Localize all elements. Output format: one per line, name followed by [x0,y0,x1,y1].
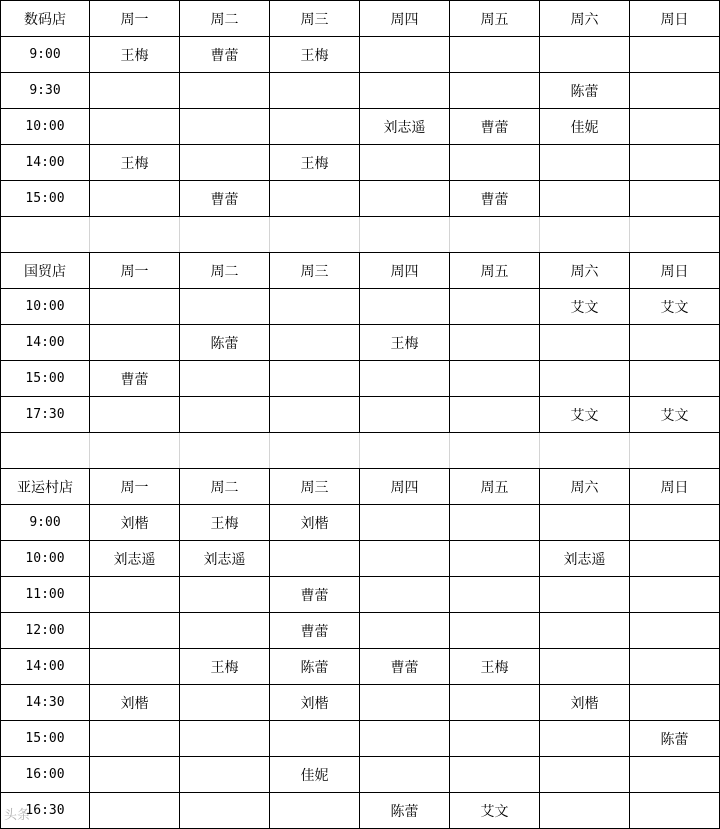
schedule-row [1,181,720,217]
schedule-row [1,757,720,793]
spacer-cell[interactable] [540,217,630,253]
spacer-cell[interactable] [180,217,270,253]
time-slot-cell[interactable]: 10:00 [1,289,90,325]
shift-cell[interactable] [90,649,180,685]
day-header-cell[interactable]: 周五 [450,253,540,289]
shift-cell[interactable] [180,289,270,325]
shift-cell[interactable] [450,37,540,73]
shift-cell[interactable] [90,325,180,361]
schedule-row [1,649,720,685]
shift-cell[interactable] [540,505,630,541]
shift-cell[interactable] [90,181,180,217]
shift-cell[interactable] [630,73,720,109]
time-slot-cell[interactable]: 14:00 [1,649,90,685]
shift-cell[interactable] [360,37,450,73]
shift-cell[interactable] [180,397,270,433]
shift-cell[interactable] [630,685,720,721]
shift-cell[interactable] [180,721,270,757]
day-header-cell[interactable]: 周日 [630,1,720,37]
shift-cell[interactable] [540,325,630,361]
time-slot-cell[interactable]: 15:00 [1,181,90,217]
shift-cell[interactable] [270,181,360,217]
shift-cell[interactable]: 刘志遥 [90,541,180,577]
shift-cell[interactable] [90,577,180,613]
schedule-row [1,289,720,325]
shift-cell[interactable] [360,289,450,325]
schedule-row [1,721,720,757]
shift-cell[interactable]: 佳妮 [270,757,360,793]
shift-cell[interactable]: 王梅 [180,505,270,541]
shift-cell[interactable]: 曹蕾 [360,649,450,685]
shift-cell[interactable]: 曹蕾 [270,613,360,649]
shift-cell[interactable]: 佳妮 [540,109,630,145]
shift-cell[interactable] [540,613,630,649]
shift-cell[interactable]: 王梅 [270,145,360,181]
shift-cell[interactable]: 曹蕾 [450,109,540,145]
shift-cell[interactable] [630,37,720,73]
schedule-row [1,145,720,181]
shift-cell[interactable] [270,109,360,145]
shift-cell[interactable] [270,325,360,361]
shift-cell[interactable] [450,289,540,325]
schedule-row [1,397,720,433]
time-slot-cell[interactable]: 10:00 [1,541,90,577]
spacer-cell[interactable] [180,433,270,469]
shift-cell[interactable] [90,289,180,325]
shift-cell[interactable] [540,145,630,181]
shift-cell[interactable]: 曹蕾 [450,181,540,217]
day-header-cell[interactable]: 周一 [90,253,180,289]
shift-cell[interactable] [360,721,450,757]
shift-cell[interactable] [180,757,270,793]
time-slot-cell[interactable]: 9:30 [1,73,90,109]
shift-cell[interactable]: 刘楷 [90,505,180,541]
shift-cell[interactable] [540,721,630,757]
section-header-row [1,469,720,505]
spacer-cell[interactable] [1,217,90,253]
shift-cell[interactable] [90,793,180,829]
shift-cell[interactable] [540,181,630,217]
shift-cell[interactable] [270,361,360,397]
spacer-cell[interactable] [90,217,180,253]
spacer-cell[interactable] [90,433,180,469]
section-header-row [1,253,720,289]
shift-cell[interactable]: 刘志遥 [540,541,630,577]
shift-cell[interactable] [630,541,720,577]
schedule-row [1,325,720,361]
shift-cell[interactable] [360,613,450,649]
store-name-cell[interactable]: 国贸店 [1,253,90,289]
shift-cell[interactable]: 王梅 [90,37,180,73]
shift-cell[interactable]: 艾文 [540,397,630,433]
shift-cell[interactable] [180,613,270,649]
time-slot-cell[interactable]: 14:00 [1,325,90,361]
time-slot-cell[interactable]: 12:00 [1,613,90,649]
spacer-cell[interactable] [270,433,360,469]
store-name-cell[interactable]: 亚运村店 [1,469,90,505]
time-slot-cell[interactable]: 9:00 [1,505,90,541]
spacer-cell[interactable] [450,217,540,253]
shift-cell[interactable] [540,361,630,397]
shift-cell[interactable] [450,577,540,613]
schedule-row [1,541,720,577]
shift-cell[interactable] [270,73,360,109]
day-header-cell[interactable]: 周三 [270,253,360,289]
shift-cell[interactable] [360,757,450,793]
shift-cell[interactable] [450,721,540,757]
shift-cell[interactable]: 艾文 [630,289,720,325]
shift-cell[interactable] [270,289,360,325]
shift-cell[interactable] [360,397,450,433]
shift-cell[interactable] [450,397,540,433]
shift-cell[interactable]: 刘志遥 [180,541,270,577]
schedule-row [1,577,720,613]
shift-cell[interactable] [630,181,720,217]
shift-cell[interactable] [630,145,720,181]
time-slot-cell[interactable]: 9:00 [1,37,90,73]
shift-cell[interactable]: 曹蕾 [180,37,270,73]
shift-cell[interactable]: 陈蕾 [630,721,720,757]
time-slot-cell[interactable]: 15:00 [1,721,90,757]
section-header-row [1,1,720,37]
shift-cell[interactable] [360,145,450,181]
shift-cell[interactable]: 艾文 [630,397,720,433]
day-header-cell[interactable]: 周二 [180,253,270,289]
schedule-row [1,37,720,73]
shift-cell[interactable] [90,109,180,145]
spacer-cell[interactable] [360,433,450,469]
time-slot-cell[interactable]: 15:00 [1,361,90,397]
time-slot-cell[interactable]: 16:30 [1,793,90,829]
shift-cell[interactable]: 王梅 [90,145,180,181]
shift-cell[interactable] [90,757,180,793]
watermark: 头条 [4,808,31,823]
day-header-cell[interactable]: 周六 [540,253,630,289]
shift-cell[interactable] [540,37,630,73]
shift-cell[interactable]: 艾文 [450,793,540,829]
shift-cell[interactable]: 陈蕾 [270,649,360,685]
shift-cell[interactable] [360,541,450,577]
day-header-cell[interactable]: 周一 [90,469,180,505]
shift-cell[interactable] [90,397,180,433]
shift-cell[interactable] [540,757,630,793]
shift-cell[interactable] [540,649,630,685]
shift-cell[interactable] [630,505,720,541]
shift-cell[interactable]: 王梅 [450,649,540,685]
shift-cell[interactable]: 陈蕾 [360,793,450,829]
schedule-row [1,685,720,721]
time-slot-cell[interactable]: 14:30 [1,685,90,721]
shift-cell[interactable] [180,109,270,145]
day-header-cell[interactable]: 周五 [450,469,540,505]
spacer-cell[interactable] [540,433,630,469]
day-header-cell[interactable]: 周六 [540,1,630,37]
shift-cell[interactable] [450,73,540,109]
day-header-cell[interactable]: 周日 [630,253,720,289]
shift-cell[interactable] [270,397,360,433]
shift-cell[interactable] [630,613,720,649]
spacer-cell[interactable] [270,217,360,253]
day-header-cell[interactable]: 周四 [360,253,450,289]
day-header-cell[interactable]: 周四 [360,469,450,505]
shift-cell[interactable]: 王梅 [180,649,270,685]
time-slot-cell[interactable]: 10:00 [1,109,90,145]
shift-cell[interactable]: 曹蕾 [270,577,360,613]
day-header-cell[interactable]: 周五 [450,1,540,37]
time-slot-cell[interactable]: 17:30 [1,397,90,433]
shift-cell[interactable]: 陈蕾 [180,325,270,361]
schedule-row [1,73,720,109]
section-spacer-row [1,433,720,469]
day-header-cell[interactable]: 周四 [360,1,450,37]
shift-cell[interactable]: 刘楷 [270,685,360,721]
spacer-cell[interactable] [360,217,450,253]
day-header-cell[interactable]: 周二 [180,1,270,37]
spacer-cell[interactable] [450,433,540,469]
shift-cell[interactable]: 王梅 [270,37,360,73]
schedule-row [1,505,720,541]
shift-cell[interactable] [360,73,450,109]
shift-cell[interactable] [450,325,540,361]
spacer-cell[interactable] [630,217,720,253]
shift-cell[interactable] [360,361,450,397]
schedule-row [1,361,720,397]
shift-cell[interactable] [270,793,360,829]
shift-cell[interactable] [630,793,720,829]
shift-cell[interactable] [180,577,270,613]
shift-cell[interactable] [450,361,540,397]
shift-cell[interactable] [180,793,270,829]
day-header-cell[interactable]: 周三 [270,1,360,37]
spacer-cell[interactable] [630,433,720,469]
shift-cell[interactable]: 陈蕾 [540,73,630,109]
schedule-row [1,613,720,649]
shift-cell[interactable] [270,721,360,757]
shift-cell[interactable]: 刘楷 [540,685,630,721]
shift-cell[interactable] [630,325,720,361]
day-header-cell[interactable]: 周六 [540,469,630,505]
shift-cell[interactable] [540,577,630,613]
shift-cell[interactable] [450,685,540,721]
shift-cell[interactable] [360,181,450,217]
day-header-cell[interactable]: 周三 [270,469,360,505]
day-header-cell[interactable]: 周日 [630,469,720,505]
shift-cell[interactable] [450,541,540,577]
shift-cell[interactable] [360,685,450,721]
shift-cell[interactable] [630,757,720,793]
shift-cell[interactable] [450,757,540,793]
shift-cell[interactable] [360,577,450,613]
day-header-cell[interactable]: 周一 [90,1,180,37]
time-slot-cell[interactable]: 14:00 [1,145,90,181]
day-header-cell[interactable]: 周二 [180,469,270,505]
spacer-cell[interactable] [1,433,90,469]
shift-cell[interactable]: 刘楷 [270,505,360,541]
shift-cell[interactable]: 王梅 [360,325,450,361]
time-slot-cell[interactable]: 11:00 [1,577,90,613]
shift-cell[interactable] [630,577,720,613]
shift-cell[interactable]: 刘楷 [90,685,180,721]
shift-cell[interactable] [90,613,180,649]
time-slot-cell[interactable]: 16:00 [1,757,90,793]
shift-cell[interactable] [630,361,720,397]
shift-cell[interactable] [180,361,270,397]
shift-cell[interactable] [90,721,180,757]
shift-cell[interactable] [450,145,540,181]
store-name-cell[interactable]: 数码店 [1,1,90,37]
schedule-row [1,793,720,829]
shift-cell[interactable]: 刘志遥 [360,109,450,145]
shift-cell[interactable]: 曹蕾 [180,181,270,217]
shift-cell[interactable] [180,73,270,109]
shift-cell[interactable] [450,613,540,649]
shift-cell[interactable] [450,505,540,541]
section-spacer-row [1,217,720,253]
shift-cell[interactable] [630,649,720,685]
shift-cell[interactable] [630,109,720,145]
shift-cell[interactable] [270,541,360,577]
shift-cell[interactable] [180,685,270,721]
shift-cell[interactable] [540,793,630,829]
shift-cell[interactable]: 艾文 [540,289,630,325]
shift-cell[interactable] [180,145,270,181]
shift-cell[interactable] [90,73,180,109]
shift-cell[interactable] [360,505,450,541]
shift-cell[interactable]: 曹蕾 [90,361,180,397]
schedule-row [1,109,720,145]
